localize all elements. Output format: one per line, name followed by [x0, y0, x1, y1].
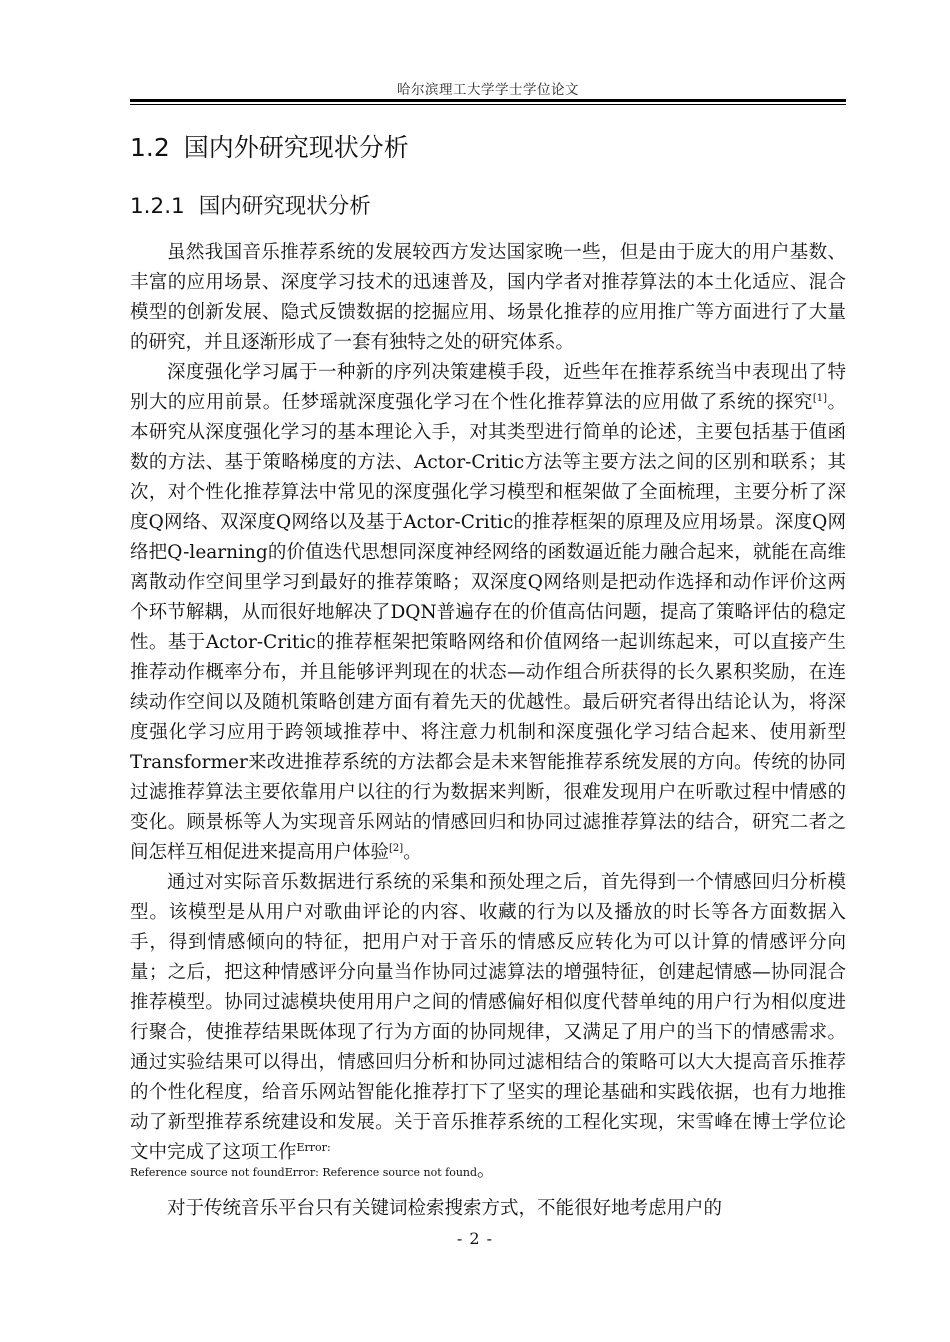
section-heading: [130, 128, 846, 168]
paragraph-3-end: 。: [477, 1160, 496, 1181]
section-number: 1.2: [130, 133, 170, 162]
page-number: - 2 -: [456, 1229, 494, 1248]
paragraph-1: 虽然我国音乐推荐系统的发展较西方发达国家晚一些，但是由于庞大的用户基数、丰富的应用场景、深度学习技术的迅速普及，国内学者对推荐算法的本土化适应、混合模型的创新发展、隐式反馈数据的挖掘应用、场景化推荐的应用推广等方面进行了大量的研究，并且逐渐形成了一套有独特之处的研究体系。: [130, 242, 846, 353]
subsection-number: 1.2.1: [130, 194, 185, 219]
citation-2: [2]: [389, 842, 404, 854]
section-title: 国内外研究现状分析: [183, 133, 409, 162]
header-rule-thin: [130, 104, 846, 105]
page-header: 哈尔滨理工大学学士学位论文: [397, 82, 579, 98]
paragraph-2-text-c: 。: [403, 842, 422, 863]
paragraph-3-text: 通过对实际音乐数据进行系统的采集和预处理之后，首先得到一个情感回归分析模型。该模型是从用户对歌曲评论的内容、收藏的行为以及播放的时长等各方面数据入手，得到情感倾向的特征，把用户对于音乐的情感反应转化为可以计算的情感评分向量；之后，把这种情感评分向量当作协同过滤算法的增强特征，创建起情感—协同混合推荐模型。协同过滤模块使用用户之间的情感偏好相似度代替单纯的用户行为相似度进行聚合，使推荐结果既体现了行为方面的协同规律，又满足了用户的当下的情感需求。通过实验结果可以得出，情感回归分析和协同过滤相结合的策略可以大大提高音乐推荐的个性化程度，给音乐网站智能化推荐打下了坚实的理论基础和实践依据，也有力地推动了新型推荐系统建设和发展。关于音乐推荐系统的工程化实现，宋雪峰在博士学位论文中完成了这项工作: [130, 872, 846, 1163]
header-rule-thick: [130, 99, 846, 102]
reference-error-text: [130, 1160, 846, 1181]
paragraph-2-text-a: 深度强化学习属于一种新的序列决策建模手段，近些年在推荐系统当中表现出了特别大的应用前景。任梦瑶就深度强化学习在个性化推荐算法的应用做了系统的探究: [130, 362, 846, 413]
paragraph-2-text-b: 。本研究从深度强化学习的基本理论入手，对其类型进行简单的论述，主要包括基于值函数的方法、基于策略梯度的方法、Actor-Critic方法等主要方法之间的区别和联系；其次，对个性化推荐算法中常见的深度强化学习模型和框架做了全面梳理，主要分析了深度Q网络、双深度Q网络以及基于Actor-Critic的推荐框架的原理及应用场景。深度Q网络把Q-learning的价值迭代思想同深度神经网络的函数逼近能力融合起来，就能在高维离散动作空间里学习到最好的推荐策略；双深度Q网络则是把动作选择和动作评价这两个环节解耦，从而很好地解决了DQN普遍存在的价值高估问题，提高了策略评估的稳定性。基于Actor-Critic的推荐框架把策略网络和价值网络一起训练起来，可以直接产生推荐动作概率分布，并且能够评判现在的状态—动作组合所获得的长久累积奖励，在连续动作空间以及随机策略创建方面有着先天的优越性。最后研究者得出结论认为，将深度强化学习应用于跨领域推荐中、将注意力机制和深度强化学习结合起来、使用新型Transformer来改进推荐系统的方法都会是未来智能推荐系统发展的方向。传统的协同过滤推荐算法主要依靠用户以往的行为数据来判断，很难发现用户在听歌过程中情感的变化。顾景栎等人为实现音乐网站的情感回归和协同过滤推荐算法的结合，研究二者之间怎样互相促进来提高用户体验: [130, 392, 846, 863]
subsection-heading: [130, 190, 846, 224]
citation-1: [1]: [812, 392, 828, 404]
paragraph-4: 对于传统音乐平台只有关键词检索搜索方式，不能很好地考虑用户的: [167, 1198, 723, 1219]
subsection-title: 国内研究现状分析: [198, 194, 371, 219]
reference-error-marker: Error:: [296, 1140, 331, 1154]
reference-error-message: Reference source not foundError: Reference source not found: [130, 1166, 478, 1179]
paragraph-2: [130, 358, 846, 868]
paragraph-3: [130, 868, 846, 1181]
page-body: [130, 128, 846, 1224]
